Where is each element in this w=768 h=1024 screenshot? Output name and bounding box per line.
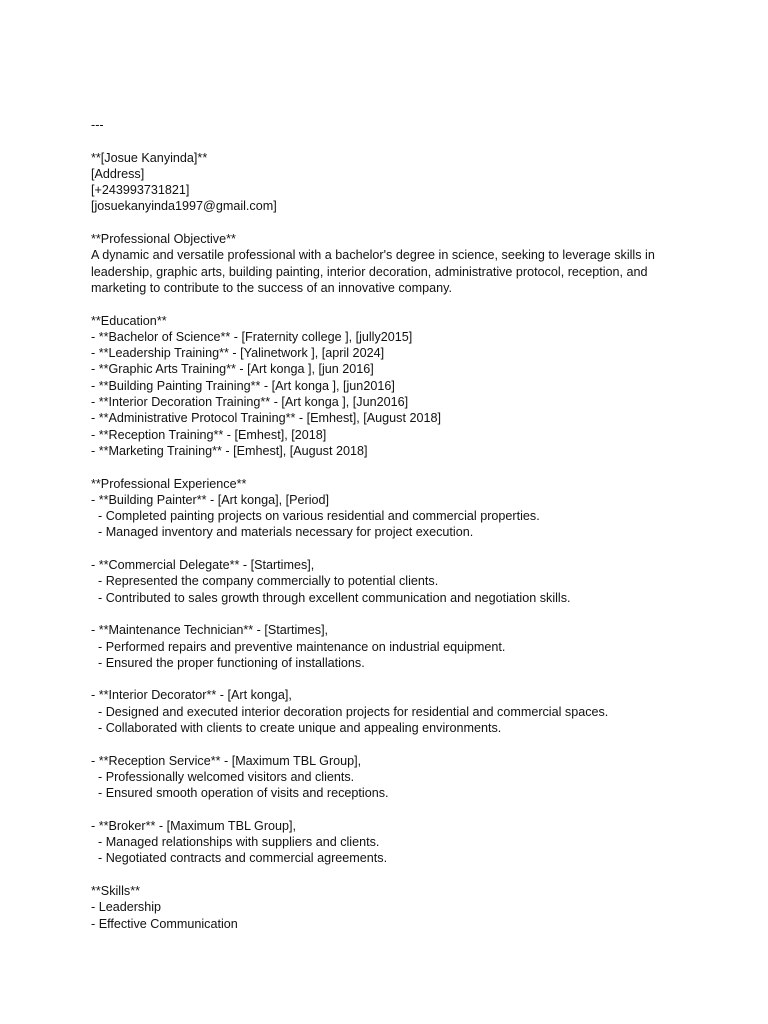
education-item: - **Marketing Training** - [Emhest], [August 2018] bbox=[91, 443, 368, 458]
job-title: - **Reception Service** - [Maximum TBL Group], bbox=[91, 753, 362, 768]
job-title: - **Maintenance Technician** - [Startimes], bbox=[91, 623, 329, 638]
candidate-name: **[Josue Kanyinda]** bbox=[91, 150, 208, 165]
job-detail: - Professionally welcomed visitors and clients. bbox=[91, 769, 355, 784]
address: [Address] bbox=[91, 166, 145, 181]
blank-line bbox=[91, 541, 691, 557]
blank-line bbox=[91, 459, 691, 475]
blank-line bbox=[91, 671, 691, 687]
job-detail: - Managed inventory and materials necessary for project execution. bbox=[91, 525, 474, 540]
resume-document bbox=[91, 117, 691, 932]
skill-item: - Effective Communication bbox=[91, 916, 238, 931]
job-detail: - Contributed to sales growth through excellent communication and negotiation skills. bbox=[91, 590, 571, 605]
blank-line bbox=[91, 606, 691, 622]
objective-text-line: A dynamic and versatile professional with a bachelor's degree in science, seeking to leverage skills in bbox=[91, 248, 655, 263]
education-item: - **Bachelor of Science** - [Fraternity college ], [jully2015] bbox=[91, 329, 413, 344]
job-title: - **Interior Decorator** - [Art konga], bbox=[91, 688, 292, 703]
experience-heading: **Professional Experience** bbox=[91, 476, 247, 491]
contact-header bbox=[91, 150, 691, 215]
job-detail: - Represented the company commercially to potential clients. bbox=[91, 574, 439, 589]
job-detail: - Completed painting projects on various residential and commercial properties. bbox=[91, 509, 540, 524]
blank-line bbox=[91, 801, 691, 817]
education-item: - **Leadership Training** - [Yalinetwork ], [april 2024] bbox=[91, 346, 385, 361]
objective-text-line: leadership, graphic arts, building painting, interior decoration, administrative protocol, reception, and bbox=[91, 264, 648, 279]
job-detail: - Negotiated contracts and commercial agreements. bbox=[91, 851, 388, 866]
education-item: - **Graphic Arts Training** - [Art konga ], [jun 2016] bbox=[91, 362, 374, 377]
email-address: [josuekanyinda1997@gmail.com] bbox=[91, 199, 277, 214]
experience-section bbox=[91, 476, 691, 867]
blank-line bbox=[91, 296, 691, 312]
job-title: - **Building Painter** - [Art konga], [Period] bbox=[91, 492, 330, 507]
objective-section bbox=[91, 231, 691, 296]
education-item: - **Administrative Protocol Training** - [Emhest], [August 2018] bbox=[91, 411, 441, 426]
job-detail: - Designed and executed interior decoration projects for residential and commercial spaces. bbox=[91, 704, 609, 719]
blank-line bbox=[91, 215, 691, 231]
objective-heading: **Professional Objective** bbox=[91, 232, 236, 247]
job-detail: - Managed relationships with suppliers and clients. bbox=[91, 835, 380, 850]
objective-text-line: marketing to contribute to the success of an innovative company. bbox=[91, 280, 452, 295]
job-detail: - Ensured the proper functioning of installations. bbox=[91, 655, 365, 670]
education-section bbox=[91, 313, 691, 460]
phone-number: [+243993731821] bbox=[91, 183, 190, 198]
skills-section bbox=[91, 883, 691, 932]
education-item: - **Reception Training** - [Emhest], [2018] bbox=[91, 427, 327, 442]
skills-heading: **Skills** bbox=[91, 883, 140, 898]
job-title: - **Commercial Delegate** - [Startimes], bbox=[91, 558, 315, 573]
blank-line bbox=[91, 736, 691, 752]
job-detail: - Performed repairs and preventive maintenance on industrial equipment. bbox=[91, 639, 506, 654]
job-title: - **Broker** - [Maximum TBL Group], bbox=[91, 818, 297, 833]
skill-item: - Leadership bbox=[91, 900, 162, 915]
blank-line bbox=[91, 867, 691, 883]
job-detail: - Ensured smooth operation of visits and receptions. bbox=[91, 786, 389, 801]
job-detail: - Collaborated with clients to create unique and appealing environments. bbox=[91, 720, 502, 735]
separator-line: --- bbox=[91, 118, 104, 132]
education-item: - **Interior Decoration Training** - [Art konga ], [Jun2016] bbox=[91, 395, 409, 410]
blank-line bbox=[91, 133, 691, 149]
education-item: - **Building Painting Training** - [Art konga ], [jun2016] bbox=[91, 378, 395, 393]
education-heading: **Education** bbox=[91, 313, 167, 328]
